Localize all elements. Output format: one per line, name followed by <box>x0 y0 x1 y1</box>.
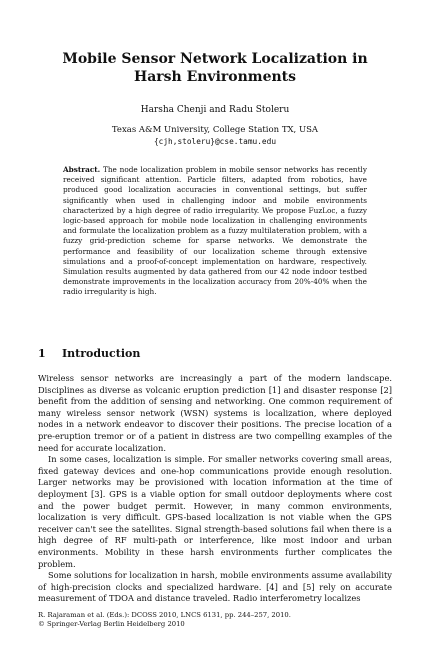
footer-citation: R. Rajaraman et al. (Eds.): DCOSS 2010, LNCS 6131, pp. 244–257, 2010. <box>38 611 291 619</box>
affiliation: Texas A&M University, College Station TX, USA <box>111 125 319 135</box>
section-number: 1 <box>38 347 46 360</box>
author-email: {cjh,stoleru}@cse.tamu.edu <box>153 137 277 146</box>
section-title: Introduction <box>62 347 141 360</box>
paragraph: Some solutions for localization in harsh, mobile environments assume availability of high-precision clocks and specialized hardware. [4] and [5] rely on accurate measurement of TDOA and distance traveled. Radio interferometry localizes <box>38 570 392 604</box>
paragraph: In some cases, localization is simple. For smaller networks covering small areas, fixed gateway devices and one-hop communications provide enough resolution. Larger networks may be provisioned with location information at the time of deployment [3]. GPS is a viable option for small outdoor deployments where cost and the power budget permit. However, in many common environments, localization is very difficult. GPS-based localization is not viable when the GPS receiver can't see the satellites. Signal strength-based solutions fail when there is a high degree of RF multi-path or interference, like most indoor and urban environments. Mobility in these harsh environments further complicates the problem. <box>38 454 392 569</box>
abstract-text: The node localization problem in mobile sensor networks has recently received significant attention. Particle filters, adapted from robotics, have produced good localization accuracies in conventional settings, but suffer significantly when used in challenging indoor and mobile environments characterized by a high degree of radio irregularity. We propose FuzLoc, a fuzzy logic-based approach for mobile node localization in challenging environments and formulate the localization problem as a fuzzy multilateration problem, with a fuzzy grid-prediction scheme for sparse networks. We demonstrate the performance and feasibility of our localization scheme through extensive simulations and a proof-of-concept implementation on hardware, respectively. Simulation results augmented by data gathered from our 42 node indoor testbed demonstrate improvements in the localization accuracy from 20%-40% when the radio irregularity is high. <box>63 165 367 297</box>
author-names: Harsha Chenji and Radu Stoleru <box>140 105 290 115</box>
footer-copyright: © Springer-Verlag Berlin Heidelberg 2010 <box>38 620 185 628</box>
section-heading <box>38 347 392 361</box>
affiliation-block <box>40 125 390 147</box>
paper-title: Mobile Sensor Network Localization in Harsh Environments <box>62 51 368 85</box>
section-body <box>38 373 392 605</box>
paragraph: Wireless sensor networks are increasingly a part of the modern landscape. Disciplines as diverse as volcanic eruption prediction [1] and disaster response [2] benefit from the addition of sensing and networking. One common requirement of many wireless sensor network (WSN) systems is localization, where deployed nodes in a network endeavor to discover their positions. The precise location of a pre-eruption tremor or of a patient in distress are two compelling examples of the need for accurate localization. <box>38 373 392 453</box>
abstract <box>63 165 367 298</box>
page-footer <box>38 611 392 629</box>
abstract-label: Abstract. <box>63 165 101 174</box>
